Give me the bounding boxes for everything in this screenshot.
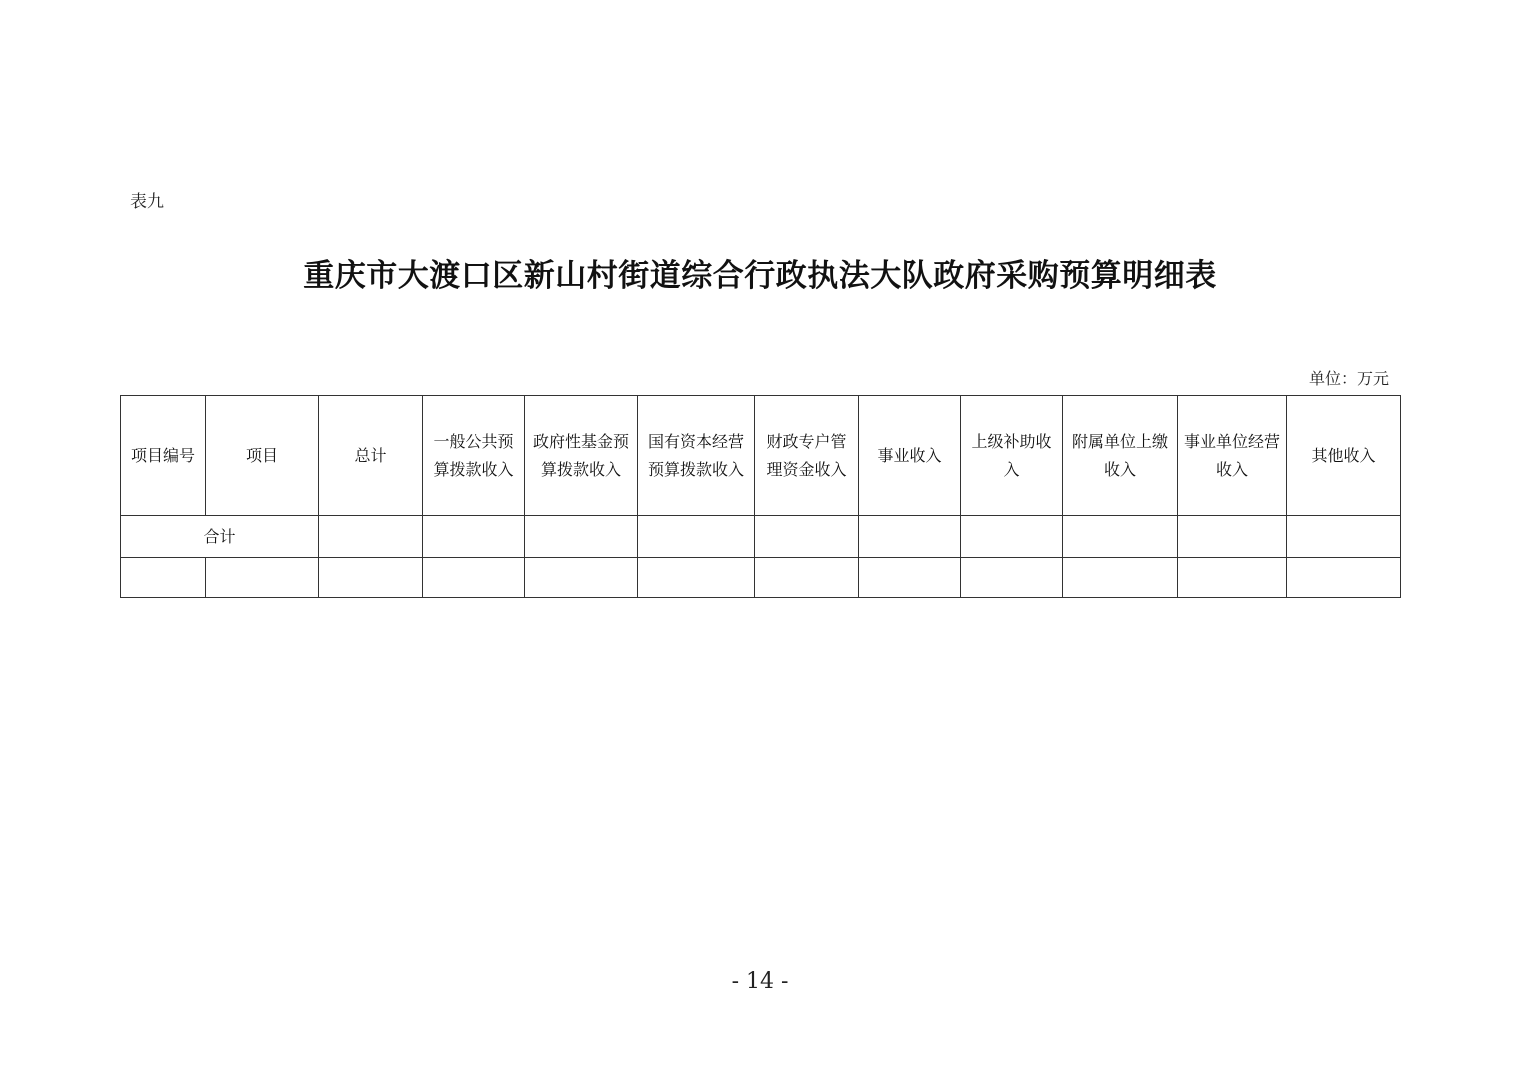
table-cell [319,516,423,558]
total-label-cell: 合计 [121,516,319,558]
header-superior-subsidy: 上级补助收入 [961,396,1063,516]
table-cell [755,558,859,598]
header-government-fund-budget: 政府性基金预算拨款收入 [525,396,638,516]
header-total: 总计 [319,396,423,516]
table-cell [1287,558,1401,598]
header-general-public-budget: 一般公共预算拨款收入 [423,396,525,516]
table-cell [525,558,638,598]
procurement-budget-table [120,395,1401,598]
unit-label: 单位：万元 [1308,369,1389,388]
header-affiliated-remittance: 附属单位上缴收入 [1063,396,1178,516]
table-cell [423,558,525,598]
table-cell [1178,516,1287,558]
header-state-capital-budget: 国有资本经营预算拨款收入 [638,396,755,516]
table-total-row [121,516,1401,558]
table-cell [1063,558,1178,598]
table-cell [859,558,961,598]
header-project: 项目 [206,396,319,516]
table-cell [638,516,755,558]
table-cell [525,516,638,558]
header-special-account-funds: 财政专户管理资金收入 [755,396,859,516]
table-cell [961,516,1063,558]
table-cell [755,516,859,558]
table-cell [859,516,961,558]
table-cell [1178,558,1287,598]
header-business-income: 事业收入 [859,396,961,516]
table-cell [638,558,755,598]
header-other-income: 其他收入 [1287,396,1401,516]
page-number: - 14 - [731,969,789,994]
table-cell [1287,516,1401,558]
table-cell [1063,516,1178,558]
table-row [121,558,1401,598]
table-cell [423,516,525,558]
header-operating-income: 事业单位经营收入 [1178,396,1287,516]
table-cell [206,558,319,598]
table-header-row [121,396,1401,516]
document-title: 重庆市大渡口区新山村街道综合行政执法大队政府采购预算明细表 [303,258,1217,294]
table-cell [961,558,1063,598]
header-project-code: 项目编号 [121,396,206,516]
table-number-label: 表九 [130,192,164,212]
table-cell [319,558,423,598]
table-cell [121,558,206,598]
